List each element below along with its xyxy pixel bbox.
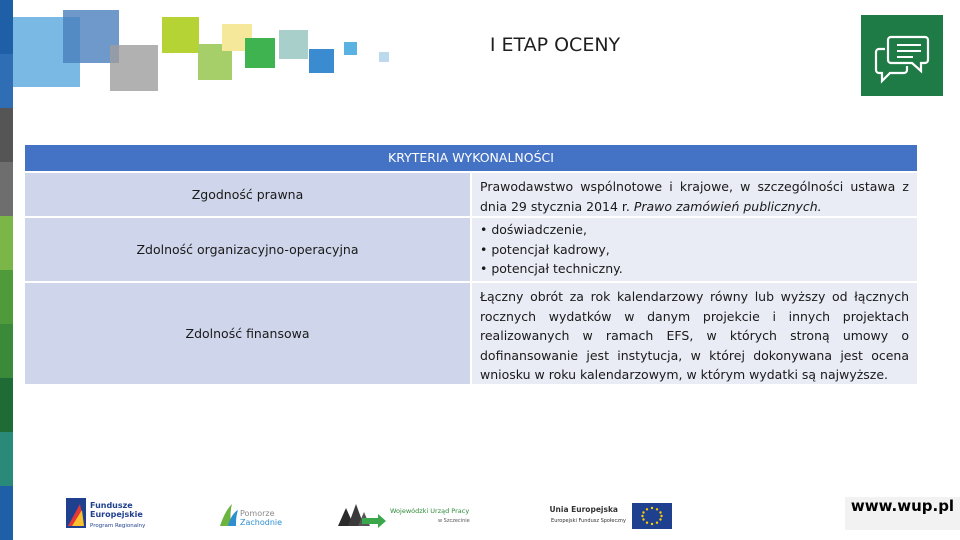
criterion-cell: Zdolność organizacyjno-operacyjna: [25, 218, 470, 281]
description-cell: [472, 218, 917, 281]
website-url[interactable]: www.wup.pl: [845, 497, 960, 530]
table-header: KRYTERIA WYKONALNOŚCI: [25, 145, 917, 171]
chat-icon-box: [861, 15, 943, 96]
logo-fe-line1: Fundusze: [90, 501, 133, 510]
fundusze-europejskie-logo: [66, 496, 166, 536]
table-row: [25, 283, 917, 384]
logo-ue-line1: Unia Europejska: [549, 505, 618, 514]
logo-pz-line1: Pomorze: [240, 509, 275, 518]
page-title: I ETAP OCENY: [489, 34, 621, 56]
logo-fe-line2: Europejskie: [90, 510, 143, 519]
description-cell: [472, 283, 917, 384]
table-row: [25, 218, 917, 281]
chat-bubbles-icon: [861, 15, 943, 96]
logo-wup-line2: w Szczecinie: [438, 518, 470, 524]
unia-europejska-logo: [540, 500, 676, 536]
bullet-item: • doświadczenie,: [480, 222, 587, 238]
description-italic-text: Prawo zamówień publicznych.: [633, 198, 822, 214]
pomorze-zachodnie-logo: [216, 500, 286, 534]
criterion-cell: Zdolność finansowa: [25, 283, 470, 384]
logo-ue-line2: Europejski Fundusz Społeczny: [551, 518, 626, 524]
criterion-cell: Zgodność prawna: [25, 173, 470, 216]
wup-logo: [338, 500, 488, 534]
description-cell: [472, 173, 917, 216]
logo-fe-line3: Program Regionalny: [90, 523, 146, 529]
logo-pz-line2: Zachodnie: [240, 518, 283, 527]
criteria-table: [25, 145, 917, 384]
description-text: Łączny obrót za rok kalendarzowy równy lub wyższy od łącznych rocznych wydatków w danym projekcie i innych projektach realizowanych w ramach EFS, w których stroną umowy o dofinansowanie jest instytucja, w której dokonywana jest ocena wniosku w roku kalendarzowym, w którym wydatki są najwyższe.: [480, 289, 909, 382]
bullet-item: • potencjał techniczny.: [480, 261, 623, 277]
bullet-item: • potencjał kadrowy,: [480, 241, 610, 257]
logo-wup-line1: Wojewódzki Urząd Pracy: [390, 507, 470, 515]
table-row: [25, 173, 917, 216]
left-color-stripe: [0, 0, 13, 540]
description-text: Prawodawstwo wspólnotowe i krajowe, w szczególności ustawa z dnia 29 stycznia 2014 r.: [480, 179, 909, 214]
